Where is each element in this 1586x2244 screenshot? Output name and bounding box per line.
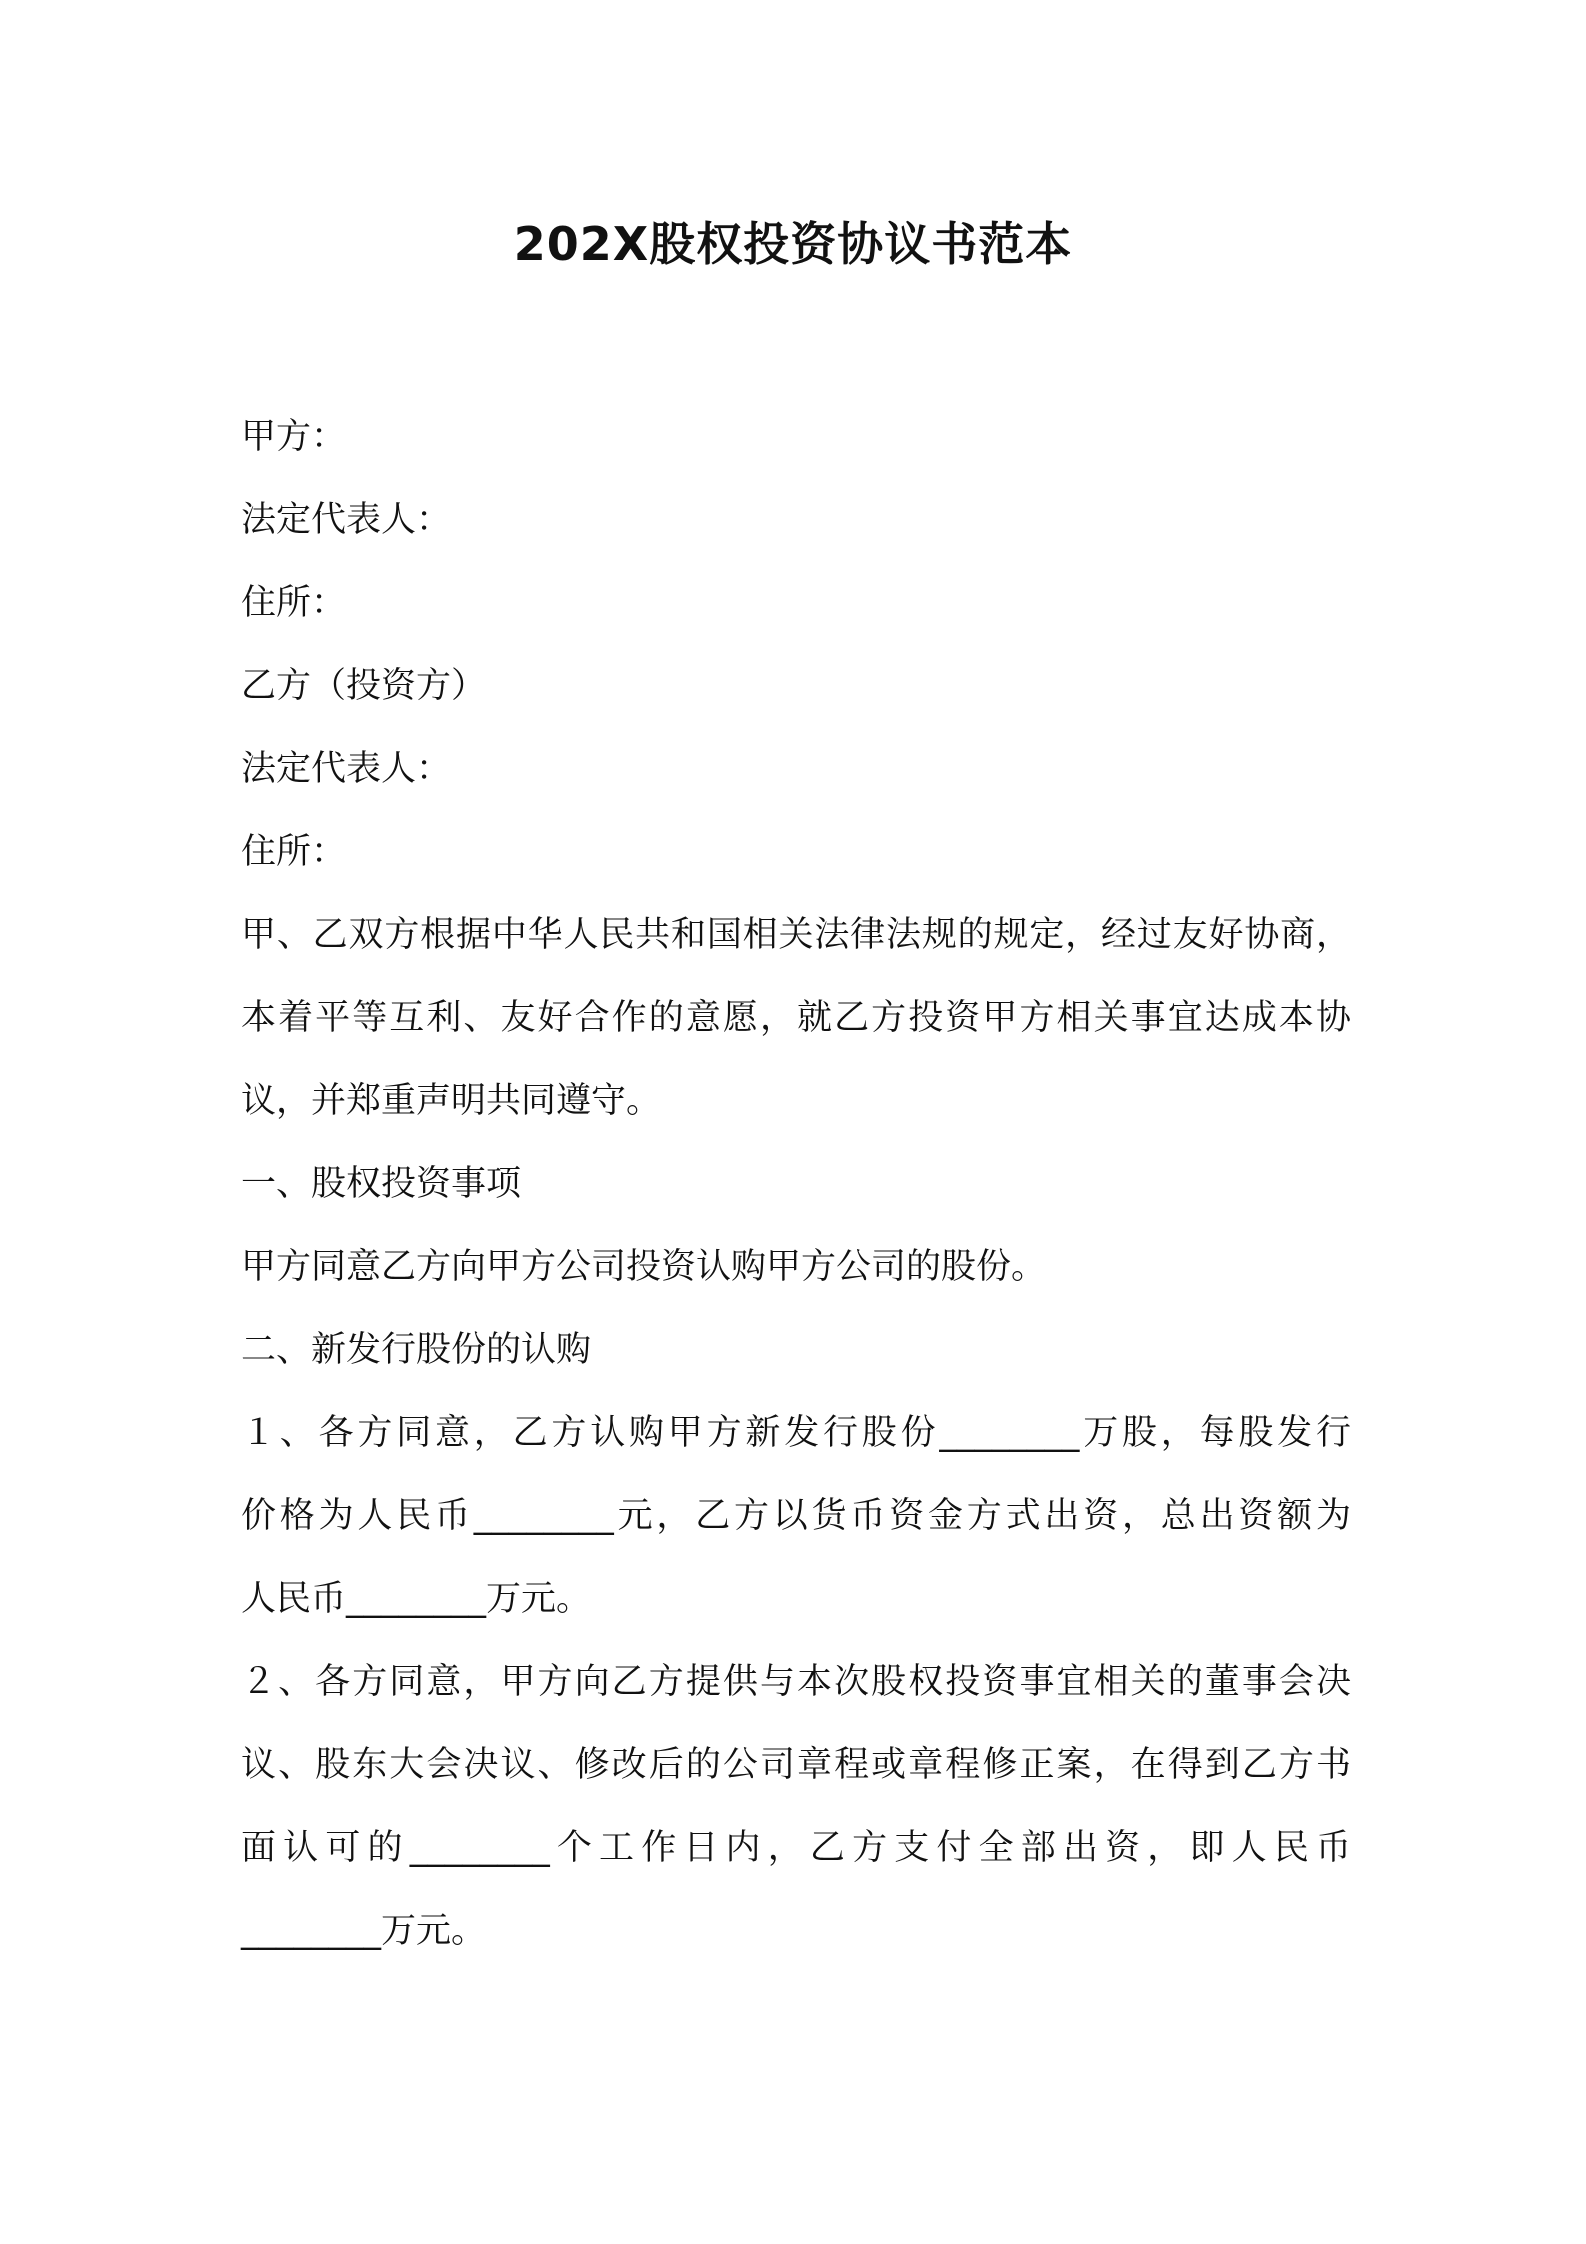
section-1-text: 甲方同意乙方向甲方公司投资认购甲方公司的股份。 bbox=[241, 1247, 1047, 1287]
section-2-heading: 二、新发行股份的认购 bbox=[241, 1330, 592, 1370]
preamble-line-2: 本着平等互利、友好合作的意愿，就乙方投资甲方相关事宜达成本协 bbox=[241, 998, 1351, 1038]
document-title: 202X股权投资协议书范本 bbox=[513, 217, 1073, 271]
clause-2-line-3: 面认可的________个工作日内，乙方支付全部出资，即人民币 bbox=[241, 1828, 1351, 1868]
party-b-address: 住所： bbox=[241, 832, 347, 872]
clause-2-line-4: ________万元。 bbox=[241, 1911, 487, 1951]
clause-2-line-2: 议、股东大会决议、修改后的公司章程或章程修正案，在得到乙方书 bbox=[241, 1745, 1351, 1785]
preamble-line-3: 议，并郑重声明共同遵守。 bbox=[241, 1081, 662, 1121]
clause-1-line-2: 价格为人民币________元，乙方以货币资金方式出资，总出资额为 bbox=[241, 1496, 1351, 1536]
clause-2-line-1: ２、各方同意，甲方向乙方提供与本次股权投资事宜相关的董事会决 bbox=[241, 1662, 1351, 1702]
party-b-legal-representative: 法定代表人： bbox=[241, 749, 452, 789]
clause-1-line-1: １、各方同意，乙方认购甲方新发行股份________万股，每股发行 bbox=[241, 1413, 1351, 1453]
party-b-label: 乙方（投资方） bbox=[241, 666, 487, 706]
party-a-legal-representative: 法定代表人： bbox=[241, 500, 452, 540]
preamble-line-1: 甲、乙双方根据中华人民共和国相关法律法规的规定，经过友好协商， bbox=[241, 915, 1351, 955]
section-1-heading: 一、股权投资事项 bbox=[241, 1164, 522, 1204]
party-a-label: 甲方： bbox=[241, 417, 347, 457]
clause-1-line-3: 人民币________万元。 bbox=[241, 1579, 592, 1619]
party-a-address: 住所： bbox=[241, 583, 347, 623]
